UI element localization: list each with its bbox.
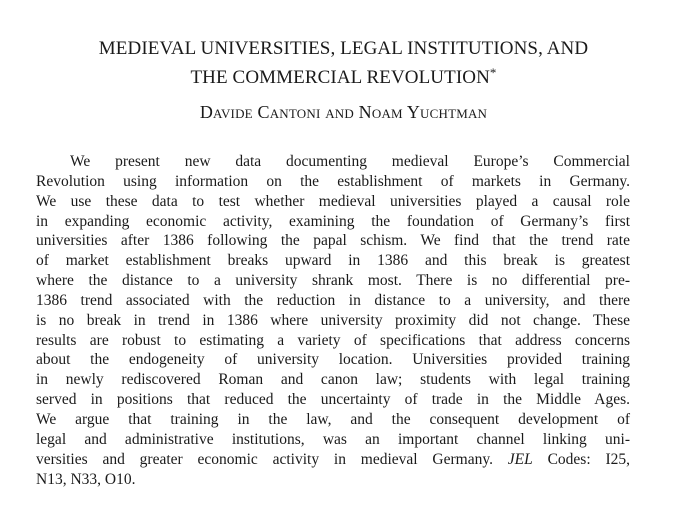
- abstract-line: We use these data to test whether medieval universities played a causal role: [36, 192, 630, 210]
- jel-label: JEL: [507, 450, 533, 468]
- abstract-line: [36, 450, 630, 470]
- paper-title-line-2-text: THE COMMERCIAL REVOLUTION: [190, 67, 490, 88]
- paper-authors: Davide Cantoni and Noam Yuchtman: [199, 102, 488, 122]
- abstract-line: of market establishment breaks upward in 1386 and this break is greatest: [36, 252, 630, 270]
- abstract-line-text: versities and greater economic activity in medieval Germany.: [36, 450, 493, 468]
- abstract: [36, 152, 630, 489]
- jel-codes-part-1: Codes: I25,: [547, 450, 631, 468]
- abstract-line: universities after 1386 following the papal schism. We find that the trend rate: [36, 232, 630, 250]
- abstract-line: in expanding economic activity, examining the foundation of Germany’s first: [36, 212, 630, 230]
- abstract-line: in newly rediscovered Roman and canon law; students with legal training: [36, 371, 630, 389]
- abstract-line: We argue that training in the law, and the consequent development of: [36, 410, 630, 428]
- abstract-line: 1386 trend associated with the reduction in distance to a university, and there: [36, 291, 630, 309]
- abstract-line: where the distance to a university shrank most. There is no differential pre-: [36, 272, 630, 290]
- paper-title-line-1: MEDIEVAL UNIVERSITIES, LEGAL INSTITUTIONS, AND: [98, 38, 589, 59]
- abstract-line: served in positions that reduced the uncertainty of trade in the Middle Ages.: [36, 391, 630, 409]
- abstract-line: We present new data documenting medieval Europe’s Commercial: [70, 153, 630, 170]
- abstract-line: legal and administrative institutions, was an important channel linking uni-: [36, 430, 630, 448]
- title-footnote-mark: *: [489, 65, 497, 80]
- abstract-line: is no break in trend in 1386 where university proximity did not change. These: [36, 311, 630, 329]
- abstract-line: results are robust to estimating a variety of specifications that address concerns: [36, 331, 630, 349]
- jel-codes-line: N13, N33, O10.: [36, 470, 136, 488]
- abstract-line: about the endogeneity of university location. Universities provided training: [36, 351, 630, 369]
- paper-title-line-2: [0, 61, 687, 90]
- abstract-line: Revolution using information on the establishment of markets in Germany.: [36, 172, 630, 190]
